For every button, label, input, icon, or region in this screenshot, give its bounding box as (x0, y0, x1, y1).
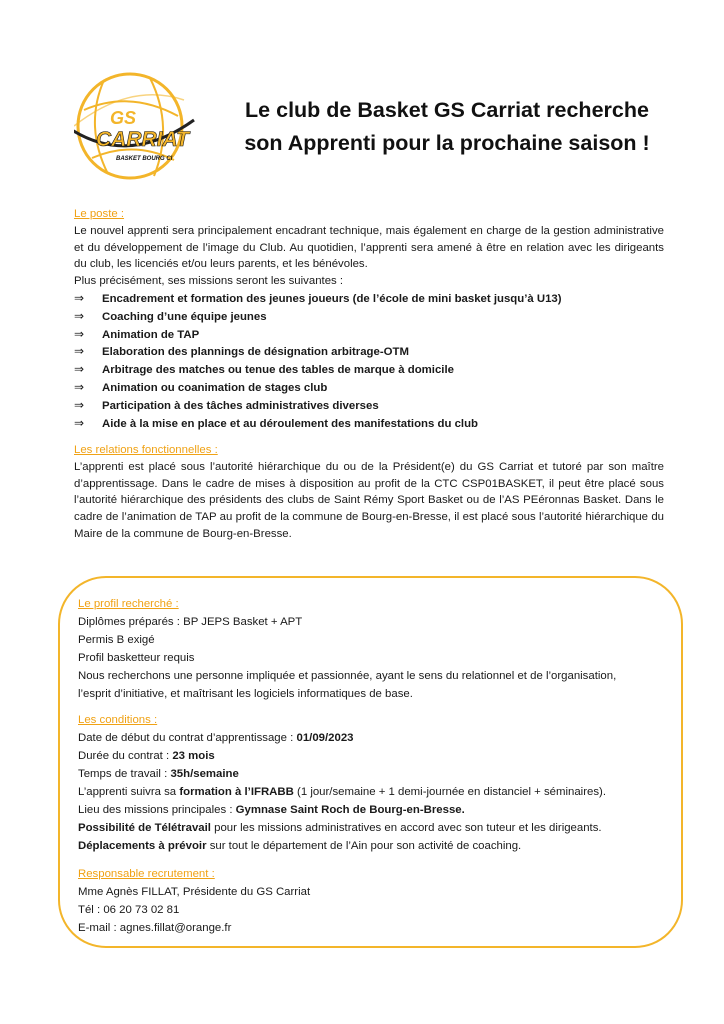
section-conditions (78, 712, 678, 855)
arrow-icon: ⇒ (74, 379, 85, 394)
condition-duration: Durée du contrat : 23 mois (78, 749, 215, 762)
list-item: ⇒ Aide à la mise en place et au déroulement des manifestations du club (74, 415, 478, 430)
arrow-icon: ⇒ (74, 362, 85, 377)
profil-line: Nous recherchons une personne impliquée et passionnée, ayant le sens du relationnel et de l’organisation, (78, 669, 617, 682)
relations-text: L’apprenti est placé sous l’autorité hiérarchique du ou de la Président(e) du GS Carriat et tutoré par son maître d’apprentissage. Dans le cadre de mises à disposition au profit de la CTC CSP01BASKET, il peut être placé sous l’autorité hiérarchique des présidents des clubs de Saint Rémy Sport Basket ou de l’AS PEéronnas Basket. Dans le cadre de l’animation de TAP au profit de la commune de Bourg-en-Bresse, il est placé sous l’autorité hiérarchique du Maire de la commune de Bourg-en-Bresse. (74, 460, 664, 540)
arrow-icon: ⇒ (74, 415, 85, 430)
list-item: ⇒ Elaboration des plannings de désignation arbitrage-OTM (74, 344, 409, 359)
condition-place: Lieu des missions principales : Gymnase Saint Roch de Bourg-en-Bresse. (78, 803, 465, 816)
section-profil (78, 596, 678, 703)
condition-start: Date de début du contrat d’apprentissage : 01/09/2023 (78, 731, 354, 744)
heading-conditions: Les conditions : (78, 714, 158, 726)
heading-profil: Le profil recherché : (78, 598, 179, 610)
list-item: ⇒ Coaching d’une équipe jeunes (74, 308, 267, 323)
list-item: ⇒ Participation à des tâches administratives diverses (74, 397, 379, 412)
logo-line1: GS (110, 108, 137, 128)
list-item: ⇒ Animation ou coanimation de stages club (74, 379, 328, 394)
list-item: ⇒ Animation de TAP (74, 326, 200, 341)
title-line1: Le club de Basket GS Carriat recherche (245, 98, 649, 122)
list-item: ⇒ Encadrement et formation des jeunes joueurs (de l’école de mini basket jusqu’à U13) (74, 290, 562, 305)
profil-line: Diplômes préparés : BP JEPS Basket + APT (78, 615, 303, 628)
condition-time: Temps de travail : 35h/semaine (78, 767, 239, 780)
section-poste (74, 206, 664, 432)
logo-tagline: BASKET BOURG CI (116, 156, 173, 162)
club-logo (74, 70, 204, 182)
profil-line: Permis B exigé (78, 633, 155, 646)
responsable-phone: Tél : 06 20 73 02 81 (78, 903, 180, 916)
arrow-icon: ⇒ (74, 290, 85, 305)
condition-remote: Possibilité de Télétravail pour les missions administratives en accord avec son tuteur et les dirigeants. (78, 821, 602, 834)
arrow-icon: ⇒ (74, 326, 85, 341)
heading-relations: Les relations fonctionnelles : (74, 444, 218, 456)
arrow-icon: ⇒ (74, 308, 85, 323)
page-title (212, 94, 682, 160)
title-line2: son Apprenti pour la prochaine saison ! (244, 131, 650, 155)
basketball-logo-icon (74, 70, 204, 182)
profil-line: Profil basketteur requis (78, 651, 195, 664)
heading-responsable: Responsable recrutement : (78, 868, 215, 880)
logo-line2: CARRIAT (96, 128, 189, 151)
section-responsable (78, 866, 678, 937)
responsable-name: Mme Agnès FILLAT, Présidente du GS Carriat (78, 885, 311, 898)
missions-list (74, 290, 664, 432)
responsable-email: E-mail : agnes.fillat@orange.fr (78, 921, 232, 934)
condition-training: L’apprenti suivra sa formation à l’IFRABB (1 jour/semaine + 1 demi-journée en distanciel + séminaires). (78, 785, 606, 798)
heading-poste: Le poste : (74, 208, 125, 220)
profil-line: l’esprit d’initiative, et maîtrisant les logiciels informatiques de base. (78, 687, 413, 700)
missions-intro: Plus précisément, ses missions seront les suivantes : (74, 275, 344, 288)
section-relations (74, 442, 664, 543)
list-item: ⇒ Arbitrage des matches ou tenue des tables de marque à domicile (74, 362, 454, 377)
arrow-icon: ⇒ (74, 344, 85, 359)
arrow-icon: ⇒ (74, 397, 85, 412)
condition-travel: Déplacements à prévoir sur tout le département de l’Ain pour son activité de coaching. (78, 839, 522, 852)
poste-intro: Le nouvel apprenti sera principalement encadrant technique, mais également en charge de la gestion administrative et du développement de l’image du Club. Au quotidien, l’apprenti sera amené à être en relation avec les dirigeants du club, les licenciés et/ou leurs parents, et les bénévoles. (74, 224, 664, 271)
